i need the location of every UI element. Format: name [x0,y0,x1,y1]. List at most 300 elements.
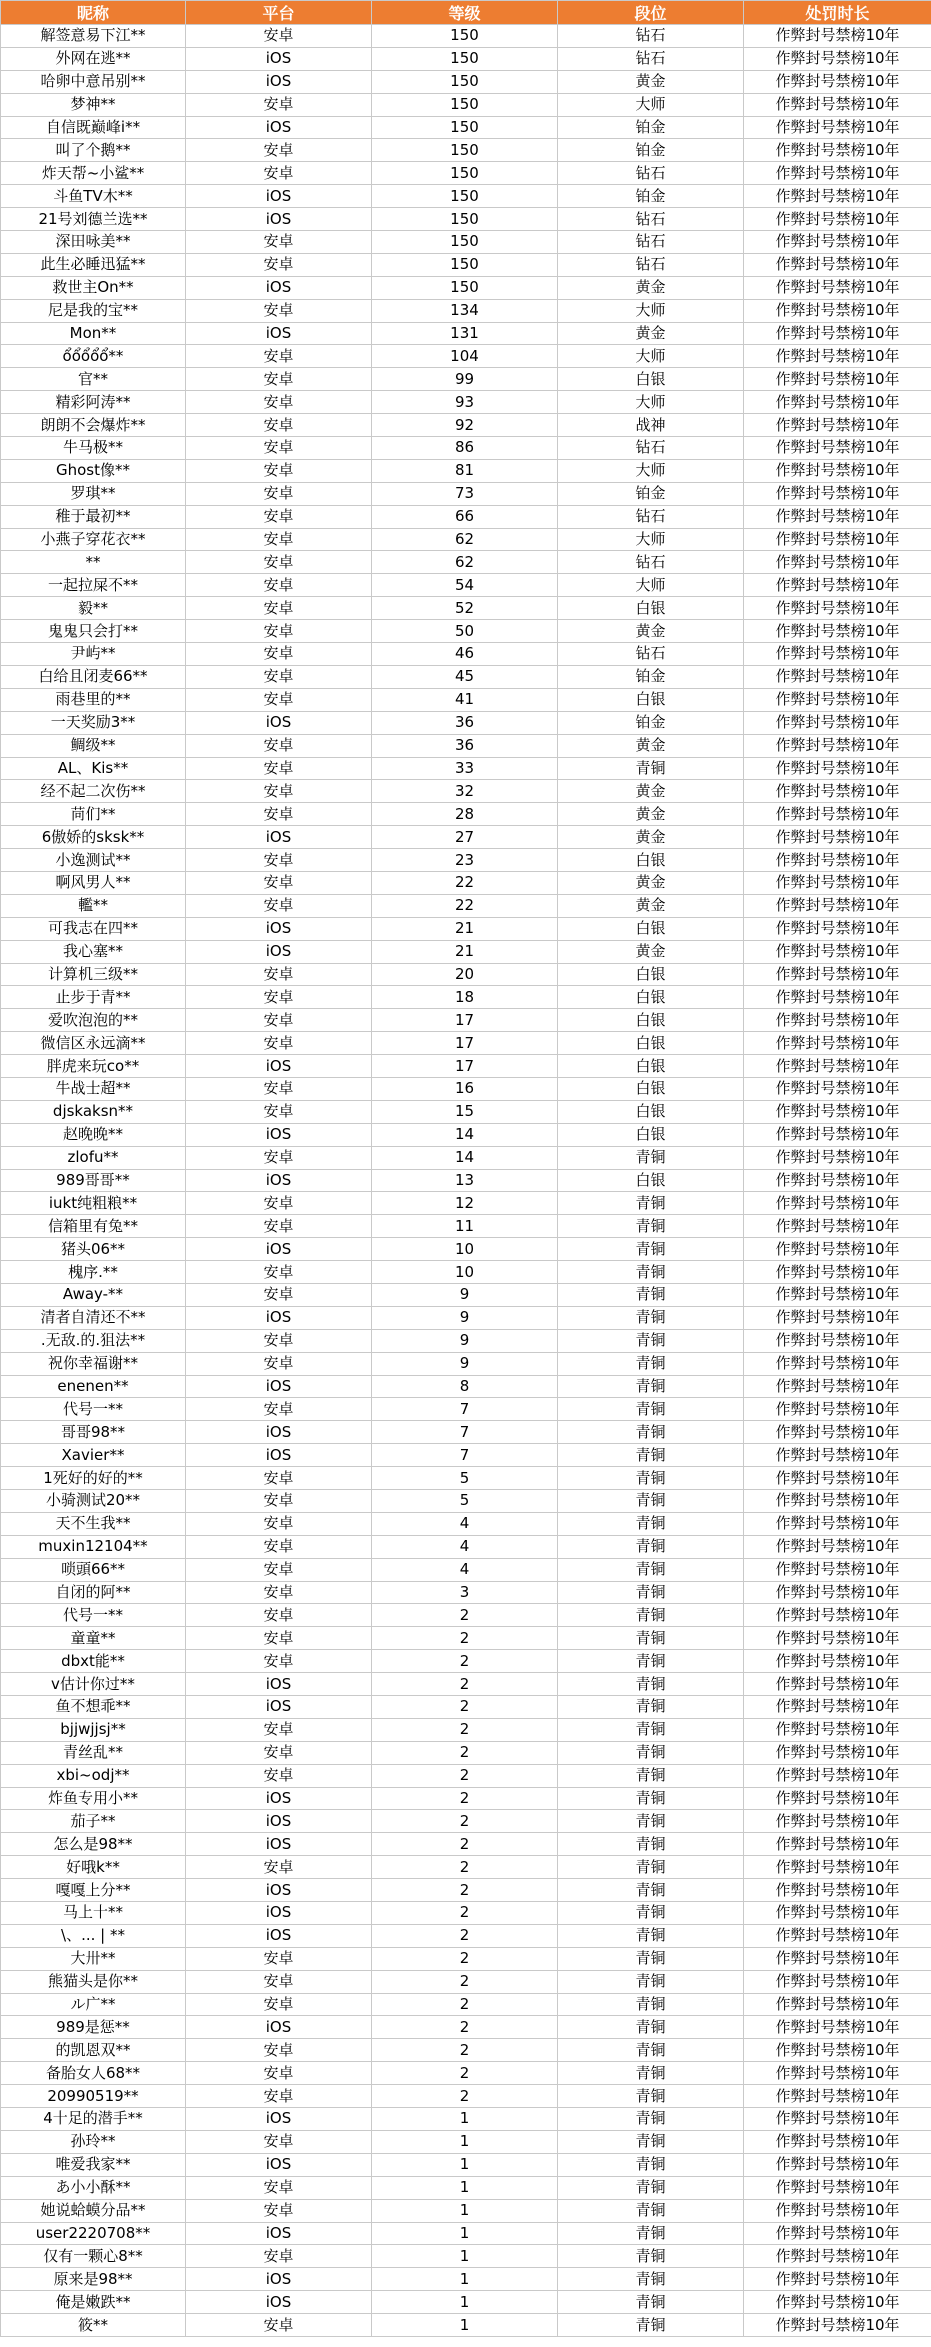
rank-cell: 钻石 [558,505,744,528]
platform-cell: 安卓 [186,414,372,437]
platform-cell: iOS [186,1696,372,1719]
penalty-cell: 作弊封号禁榜10年 [744,1283,931,1306]
penalty-cell: 作弊封号禁榜10年 [744,2153,931,2176]
nickname-cell: dbxt能** [1,1650,186,1673]
level-cell: 21 [372,940,558,963]
level-cell: 45 [372,665,558,688]
rank-cell: 青铜 [558,2130,744,2153]
rank-cell: 钻石 [558,551,744,574]
table-row [1,1810,931,1833]
table-row [1,185,931,208]
table-row [1,1924,931,1947]
platform-cell: 安卓 [186,894,372,917]
penalty-cell: 作弊封号禁榜10年 [744,47,931,70]
table-row [1,414,931,437]
header-level: 等级 [372,1,558,25]
rank-cell: 钻石 [558,643,744,666]
nickname-cell: 猪头06** [1,1238,186,1261]
table-row [1,322,931,345]
rank-cell: 青铜 [558,1879,744,1902]
level-cell: 4 [372,1535,558,1558]
table-row [1,1604,931,1627]
level-cell: 12 [372,1192,558,1215]
level-cell: 150 [372,253,558,276]
nickname-cell: 6傲娇的sksk** [1,826,186,849]
penalty-cell: 作弊封号禁榜10年 [744,963,931,986]
table-row [1,1192,931,1215]
table-row [1,368,931,391]
table-row [1,2130,931,2153]
nickname-cell: 小逸测试** [1,849,186,872]
table-row [1,803,931,826]
nickname-cell: 信箱里有兔** [1,1215,186,1238]
platform-cell: 安卓 [186,345,372,368]
platform-cell: iOS [186,185,372,208]
penalty-cell: 作弊封号禁榜10年 [744,1604,931,1627]
level-cell: 73 [372,482,558,505]
rank-cell: 青铜 [558,2268,744,2291]
table-row [1,1100,931,1123]
nickname-cell: 苘们** [1,803,186,826]
platform-cell: 安卓 [186,139,372,162]
nickname-cell: 赵晚晚** [1,1123,186,1146]
level-cell: 1 [372,2222,558,2245]
penalty-cell: 作弊封号禁榜10年 [744,2291,931,2314]
rank-cell: 大师 [558,93,744,116]
level-cell: 32 [372,780,558,803]
platform-cell: iOS [186,2016,372,2039]
platform-cell: iOS [186,2291,372,2314]
penalty-cell: 作弊封号禁榜10年 [744,231,931,254]
penalty-cell: 作弊封号禁榜10年 [744,414,931,437]
level-cell: 21 [372,917,558,940]
platform-cell: 安卓 [186,1718,372,1741]
nickname-cell: 怎么是98** [1,1833,186,1856]
level-cell: 86 [372,437,558,460]
level-cell: 2 [372,1879,558,1902]
penalty-cell: 作弊封号禁榜10年 [744,299,931,322]
platform-cell: iOS [186,322,372,345]
nickname-cell: 雨巷里的** [1,688,186,711]
level-cell: 134 [372,299,558,322]
table-row [1,551,931,574]
table-row [1,1352,931,1375]
nickname-cell: djskaksn** [1,1100,186,1123]
rank-cell: 白银 [558,1055,744,1078]
nickname-cell: iukt纯粗粮** [1,1192,186,1215]
table-row [1,1077,931,1100]
nickname-cell: 此生必睡迅猛** [1,253,186,276]
rank-cell: 钻石 [558,162,744,185]
platform-cell: iOS [186,826,372,849]
rank-cell: 黄金 [558,734,744,757]
table-row [1,2222,931,2245]
nickname-cell: Ghost像** [1,459,186,482]
nickname-cell: muxin12104** [1,1535,186,1558]
rank-cell: 铂金 [558,482,744,505]
rank-cell: 青铜 [558,1329,744,1352]
nickname-cell: 哈卵中意吊别** [1,70,186,93]
platform-cell: 安卓 [186,757,372,780]
nickname-cell: 孙玲** [1,2130,186,2153]
platform-cell: iOS [186,1306,372,1329]
platform-cell: 安卓 [186,734,372,757]
rank-cell: 钻石 [558,253,744,276]
nickname-cell: 叫了个鹅** [1,139,186,162]
rank-cell: 青铜 [558,2314,744,2337]
rank-cell: 青铜 [558,1581,744,1604]
rank-cell: 黄金 [558,871,744,894]
table-row [1,1283,931,1306]
platform-cell: 安卓 [186,528,372,551]
rank-cell: 青铜 [558,1398,744,1421]
nickname-cell: 筱** [1,2314,186,2337]
rank-cell: 青铜 [558,2062,744,2085]
platform-cell: iOS [186,1673,372,1696]
platform-cell: 安卓 [186,1856,372,1879]
rank-cell: 铂金 [558,139,744,162]
rank-cell: 白银 [558,368,744,391]
rank-cell: 青铜 [558,1718,744,1741]
rank-cell: 青铜 [558,1215,744,1238]
level-cell: 7 [372,1421,558,1444]
penalty-cell: 作弊封号禁榜10年 [744,1352,931,1375]
nickname-cell: 炸天帮~小鲨** [1,162,186,185]
table-row [1,1879,931,1902]
nickname-cell: 青丝乱** [1,1741,186,1764]
penalty-cell: 作弊封号禁榜10年 [744,1192,931,1215]
rank-cell: 青铜 [558,1421,744,1444]
level-cell: 2 [372,1970,558,1993]
rank-cell: 青铜 [558,1306,744,1329]
table-row [1,276,931,299]
table-row [1,1741,931,1764]
table-row [1,437,931,460]
penalty-cell: 作弊封号禁榜10年 [744,849,931,872]
rank-cell: 青铜 [558,1490,744,1513]
nickname-cell: 祝你幸福谢** [1,1352,186,1375]
rank-cell: 青铜 [558,1970,744,1993]
nickname-cell: AL、Kis** [1,757,186,780]
nickname-cell: 小燕子穿花衣** [1,528,186,551]
rank-cell: 青铜 [558,1650,744,1673]
platform-cell: iOS [186,2268,372,2291]
level-cell: 7 [372,1398,558,1421]
rank-cell: 青铜 [558,1764,744,1787]
level-cell: 150 [372,47,558,70]
penalty-cell: 作弊封号禁榜10年 [744,1650,931,1673]
platform-cell: 安卓 [186,2314,372,2337]
table-row [1,1993,931,2016]
rank-cell: 白银 [558,597,744,620]
penalty-cell: 作弊封号禁榜10年 [744,345,931,368]
rank-cell: 青铜 [558,2153,744,2176]
nickname-cell: 代号一** [1,1604,186,1627]
platform-cell: 安卓 [186,1558,372,1581]
nickname-cell: 一起拉屎不** [1,574,186,597]
platform-cell: 安卓 [186,1650,372,1673]
header-rank: 段位 [558,1,744,25]
table-row [1,620,931,643]
platform-cell: 安卓 [186,2062,372,2085]
header-penalty: 处罚时长 [744,1,931,25]
level-cell: 150 [372,70,558,93]
platform-cell: 安卓 [186,253,372,276]
rank-cell: 青铜 [558,2199,744,2222]
level-cell: 2 [372,1741,558,1764]
level-cell: 33 [372,757,558,780]
penalty-cell: 作弊封号禁榜10年 [744,1902,931,1925]
nickname-cell: 外网在逃** [1,47,186,70]
nickname-cell: 尹屿** [1,643,186,666]
platform-cell: 安卓 [186,459,372,482]
rank-cell: 黄金 [558,322,744,345]
penalty-cell: 作弊封号禁榜10年 [744,1581,931,1604]
penalty-cell: 作弊封号禁榜10年 [744,1764,931,1787]
nickname-cell: 4十足的潜手** [1,2108,186,2131]
rank-cell: 青铜 [558,1947,744,1970]
penalty-cell: 作弊封号禁榜10年 [744,1375,931,1398]
rank-cell: 青铜 [558,2039,744,2062]
rank-cell: 铂金 [558,116,744,139]
platform-cell: 安卓 [186,299,372,322]
table-row [1,2085,931,2108]
table-row [1,2291,931,2314]
penalty-cell: 作弊封号禁榜10年 [744,1100,931,1123]
level-cell: 81 [372,459,558,482]
table-row [1,711,931,734]
level-cell: 150 [372,25,558,48]
level-cell: 104 [372,345,558,368]
platform-cell: 安卓 [186,1192,372,1215]
table-row [1,1673,931,1696]
nickname-cell: .无敌.的.狙法** [1,1329,186,1352]
penalty-cell: 作弊封号禁榜10年 [744,1421,931,1444]
nickname-cell: 止步于青** [1,986,186,1009]
penalty-cell: 作弊封号禁榜10年 [744,643,931,666]
rank-cell: 青铜 [558,1558,744,1581]
penalty-cell: 作弊封号禁榜10年 [744,2085,931,2108]
nickname-cell: 自信既巅峰i** [1,116,186,139]
platform-cell: 安卓 [186,849,372,872]
nickname-cell: 好哦k** [1,1856,186,1879]
platform-cell: iOS [186,1924,372,1947]
nickname-cell: 我心塞** [1,940,186,963]
rank-cell: 青铜 [558,1261,744,1284]
platform-cell: 安卓 [186,963,372,986]
level-cell: 2 [372,1650,558,1673]
platform-cell: 安卓 [186,574,372,597]
level-cell: 4 [372,1558,558,1581]
nickname-cell: 童童** [1,1627,186,1650]
level-cell: 13 [372,1169,558,1192]
platform-cell: iOS [186,1421,372,1444]
platform-cell: 安卓 [186,2199,372,2222]
table-row [1,25,931,48]
level-cell: 2 [372,1627,558,1650]
penalty-cell: 作弊封号禁榜10年 [744,620,931,643]
rank-cell: 青铜 [558,2016,744,2039]
rank-cell: 青铜 [558,1283,744,1306]
penalty-cell: 作弊封号禁榜10年 [744,505,931,528]
level-cell: 54 [372,574,558,597]
platform-cell: 安卓 [186,1032,372,1055]
nickname-cell: 马上十** [1,1902,186,1925]
penalty-cell: 作弊封号禁榜10年 [744,711,931,734]
penalty-cell: 作弊封号禁榜10年 [744,139,931,162]
level-cell: 9 [372,1329,558,1352]
table-row [1,2199,931,2222]
level-cell: 2 [372,1947,558,1970]
platform-cell: iOS [186,47,372,70]
platform-cell: 安卓 [186,1947,372,1970]
table-row [1,139,931,162]
nickname-cell: 微信区永远滴** [1,1032,186,1055]
table-row [1,688,931,711]
platform-cell: 安卓 [186,1741,372,1764]
nickname-cell: 计算机三级** [1,963,186,986]
level-cell: 10 [372,1261,558,1284]
nickname-cell: 自闭的阿** [1,1581,186,1604]
nickname-cell: 小骑测试20** [1,1490,186,1513]
level-cell: 150 [372,185,558,208]
nickname-cell: 21号刘德兰选** [1,208,186,231]
table-row [1,757,931,780]
rank-cell: 青铜 [558,1741,744,1764]
level-cell: 10 [372,1238,558,1261]
table-row [1,963,931,986]
table-row [1,528,931,551]
nickname-cell: 深田咏美** [1,231,186,254]
platform-cell: 安卓 [186,1512,372,1535]
platform-cell: iOS [186,1169,372,1192]
penalty-cell: 作弊封号禁榜10年 [744,1512,931,1535]
nickname-cell: xbi~odj** [1,1764,186,1787]
table-row [1,1146,931,1169]
nickname-cell: v估计你过** [1,1673,186,1696]
nickname-cell: 备胎女人68** [1,2062,186,2085]
level-cell: 92 [372,414,558,437]
table-row [1,1009,931,1032]
platform-cell: iOS [186,2153,372,2176]
platform-cell: iOS [186,1810,372,1833]
table-row [1,1398,931,1421]
rank-cell: 青铜 [558,2176,744,2199]
rank-cell: 青铜 [558,2108,744,2131]
penalty-cell: 作弊封号禁榜10年 [744,1329,931,1352]
nickname-cell: 槐序.** [1,1261,186,1284]
table-row [1,1032,931,1055]
penalty-cell: 作弊封号禁榜10年 [744,1718,931,1741]
penalty-cell: 作弊封号禁榜10年 [744,1444,931,1467]
table-row [1,1833,931,1856]
level-cell: 28 [372,803,558,826]
platform-cell: 安卓 [186,1261,372,1284]
penalty-cell: 作弊封号禁榜10年 [744,894,931,917]
level-cell: 2 [372,1924,558,1947]
penalty-cell: 作弊封号禁榜10年 [744,1146,931,1169]
table-row [1,1718,931,1741]
penalty-cell: 作弊封号禁榜10年 [744,1055,931,1078]
platform-cell: 安卓 [186,1581,372,1604]
platform-cell: iOS [186,1055,372,1078]
table-row [1,917,931,940]
table-row [1,1581,931,1604]
level-cell: 62 [372,551,558,574]
level-cell: 150 [372,162,558,185]
rank-cell: 青铜 [558,1352,744,1375]
penalty-cell: 作弊封号禁榜10年 [744,986,931,1009]
rank-cell: 白银 [558,1077,744,1100]
nickname-cell: 一天奖励3** [1,711,186,734]
rank-cell: 青铜 [558,1993,744,2016]
level-cell: 52 [372,597,558,620]
level-cell: 7 [372,1444,558,1467]
table-row [1,1306,931,1329]
nickname-cell: 唯爱我家** [1,2153,186,2176]
table-row [1,986,931,1009]
table-row [1,940,931,963]
nickname-cell: 鬼鬼只会打** [1,620,186,643]
table-row [1,208,931,231]
nickname-cell: bjjwjjsj** [1,1718,186,1741]
platform-cell: 安卓 [186,482,372,505]
level-cell: 99 [372,368,558,391]
rank-cell: 大师 [558,459,744,482]
table-row [1,734,931,757]
level-cell: 150 [372,93,558,116]
nickname-cell: 的凯恩双** [1,2039,186,2062]
header-row [1,1,931,25]
level-cell: 2 [372,1856,558,1879]
rank-cell: 大师 [558,345,744,368]
level-cell: 17 [372,1055,558,1078]
penalty-cell: 作弊封号禁榜10年 [744,2245,931,2268]
penalty-cell: 作弊封号禁榜10年 [744,1169,931,1192]
table-row [1,665,931,688]
nickname-cell: 官** [1,368,186,391]
level-cell: 62 [372,528,558,551]
table-row [1,162,931,185]
level-cell: 1 [372,2268,558,2291]
penalty-cell: 作弊封号禁榜10年 [744,1741,931,1764]
rank-cell: 青铜 [558,1512,744,1535]
table-row [1,894,931,917]
penalty-cell: 作弊封号禁榜10年 [744,322,931,345]
rank-cell: 黄金 [558,826,744,849]
platform-cell: 安卓 [186,688,372,711]
nickname-cell: Away-** [1,1283,186,1306]
table-row [1,93,931,116]
level-cell: 8 [372,1375,558,1398]
table-row [1,780,931,803]
platform-cell: 安卓 [186,780,372,803]
rank-cell: 钻石 [558,208,744,231]
rank-cell: 黄金 [558,276,744,299]
platform-cell: iOS [186,1123,372,1146]
rank-cell: 青铜 [558,1924,744,1947]
rank-cell: 黄金 [558,70,744,93]
table-row [1,643,931,666]
table-row [1,2314,931,2337]
nickname-cell: 1死好的好的** [1,1467,186,1490]
platform-cell: 安卓 [186,2039,372,2062]
rank-cell: 铂金 [558,665,744,688]
penalty-cell: 作弊封号禁榜10年 [744,2108,931,2131]
level-cell: 2 [372,2039,558,2062]
penalty-cell: 作弊封号禁榜10年 [744,665,931,688]
platform-cell: iOS [186,1879,372,1902]
